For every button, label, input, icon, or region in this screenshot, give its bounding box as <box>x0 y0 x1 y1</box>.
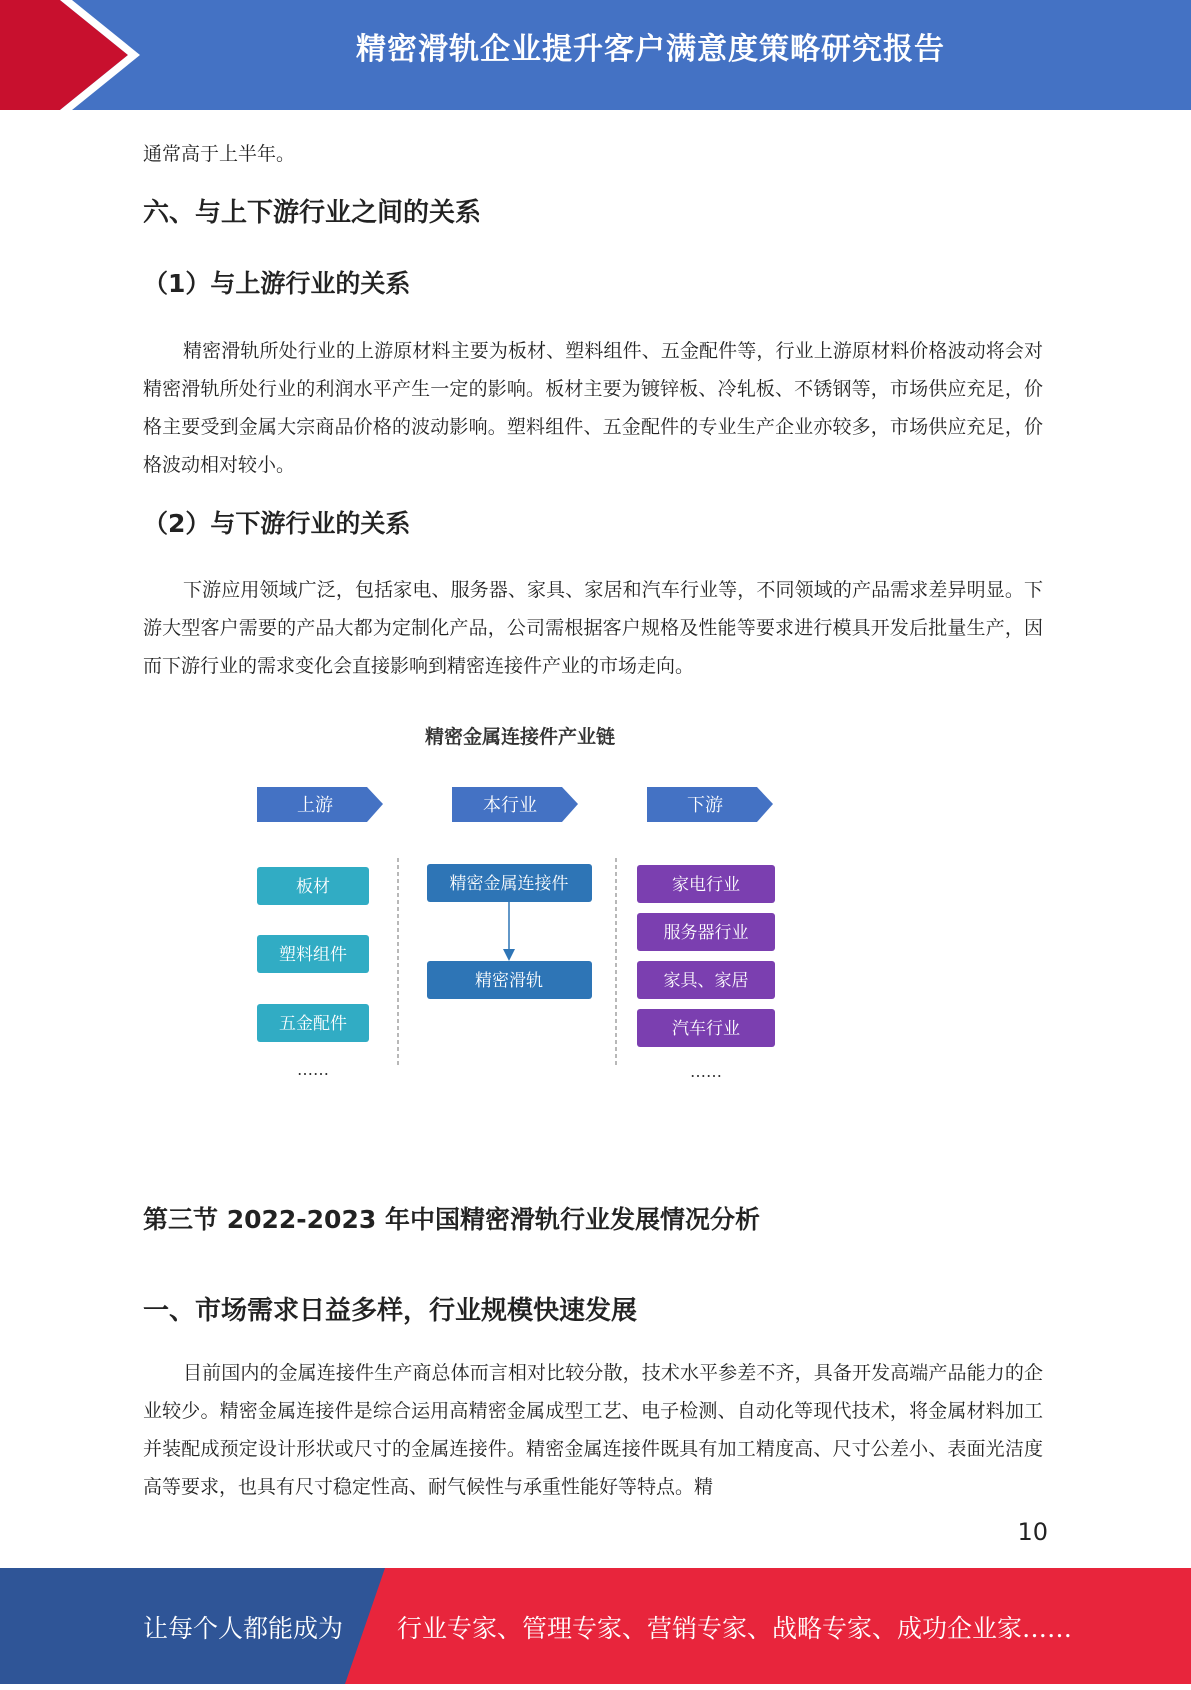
upstream-header-label: 上游 <box>297 795 333 816</box>
paragraph-continuation <box>143 135 1043 173</box>
downstream-ellipsis: …… <box>690 1062 722 1081</box>
heading-section-three: 第三节 2022-2023 年中国精密滑轨行业发展情况分析 <box>143 1205 760 1234</box>
industry-chain-svg <box>250 720 790 1090</box>
diagram-title: 精密金属连接件产业链 <box>424 726 616 748</box>
footer-slogan-left: 让每个人都能成为 <box>143 1614 344 1643</box>
paragraph-downstream: 下游应用领域广泛，包括家电、服务器、家具、家居和汽车行业等，不同领域的产品需求差异明显。下游大型客户需要的产品大都为定制化产品，公司需根据客户规格及性能等要求进行模具开发后批量生产，因而下游行业的需求变化会直接影响到精密连接件产业的市场走向。 <box>143 579 1043 677</box>
footer-slogan-right: 行业专家、管理专家、营销专家、战略专家、成功企业家…… <box>397 1614 1073 1643</box>
upstream-box-label: 板材 <box>296 877 330 897</box>
heading-market-demand: 一、市场需求日益多样，行业规模快速发展 <box>143 1296 638 1326</box>
industry-chain-diagram <box>250 720 790 1090</box>
page-number: 10 <box>1017 1518 1048 1546</box>
upstream-ellipsis: …… <box>297 1060 329 1079</box>
upstream-box-label: 塑料组件 <box>279 945 347 965</box>
heading-upstream-relation: （1）与上游行业的关系 <box>143 269 411 298</box>
heading-downstream-relation: （2）与下游行业的关系 <box>143 509 411 538</box>
page-header <box>0 0 1191 110</box>
page-footer <box>0 1568 1191 1684</box>
paragraph-text: 通常高于上半年。 <box>143 143 296 165</box>
industry-box-label: 精密滑轨 <box>475 971 543 991</box>
downstream-box-label: 家电行业 <box>672 875 740 895</box>
industry-header-label: 本行业 <box>483 795 537 816</box>
industry-box-label: 精密金属连接件 <box>449 874 569 894</box>
header-chevron-decoration <box>0 0 150 110</box>
paragraph-upstream: 精密滑轨所处行业的上游原材料主要为板材、塑料组件、五金配件等，行业上游原材料价格波动将会对精密滑轨所处行业的利润水平产生一定的影响。板材主要为镀锌板、冷轧板、不锈钢等，市场供应充足，价格主要受到金属大宗商品价格的波动影响。塑料组件、五金配件的专业生产企业亦较多，市场供应充足，价格波动相对较小。 <box>143 340 1043 476</box>
upstream-box-label: 五金配件 <box>279 1014 347 1034</box>
paragraph-market-demand: 目前国内的金属连接件生产商总体而言相对比较分散，技术水平参差不齐，具备开发高端产品能力的企业较少。精密金属连接件是综合运用高精密金属成型工艺、电子检测、自动化等现代技术，将金属材料加工并装配成预定设计形状或尺寸的金属连接件。精密金属连接件既具有加工精度高、尺寸公差小、表面光洁度高等要求，也具有尺寸稳定性高、耐气候性与承重性能好等特点。精 <box>143 1362 1043 1498</box>
downstream-box-label: 家具、家居 <box>663 971 749 991</box>
downstream-header-label: 下游 <box>687 795 723 816</box>
downstream-box-label: 汽车行业 <box>672 1019 740 1039</box>
downstream-box-label: 服务器行业 <box>663 923 749 943</box>
heading-upstream-downstream: 六、与上下游行业之间的关系 <box>143 198 482 228</box>
report-title: 精密滑轨企业提升客户满意度策略研究报告 <box>356 32 945 67</box>
